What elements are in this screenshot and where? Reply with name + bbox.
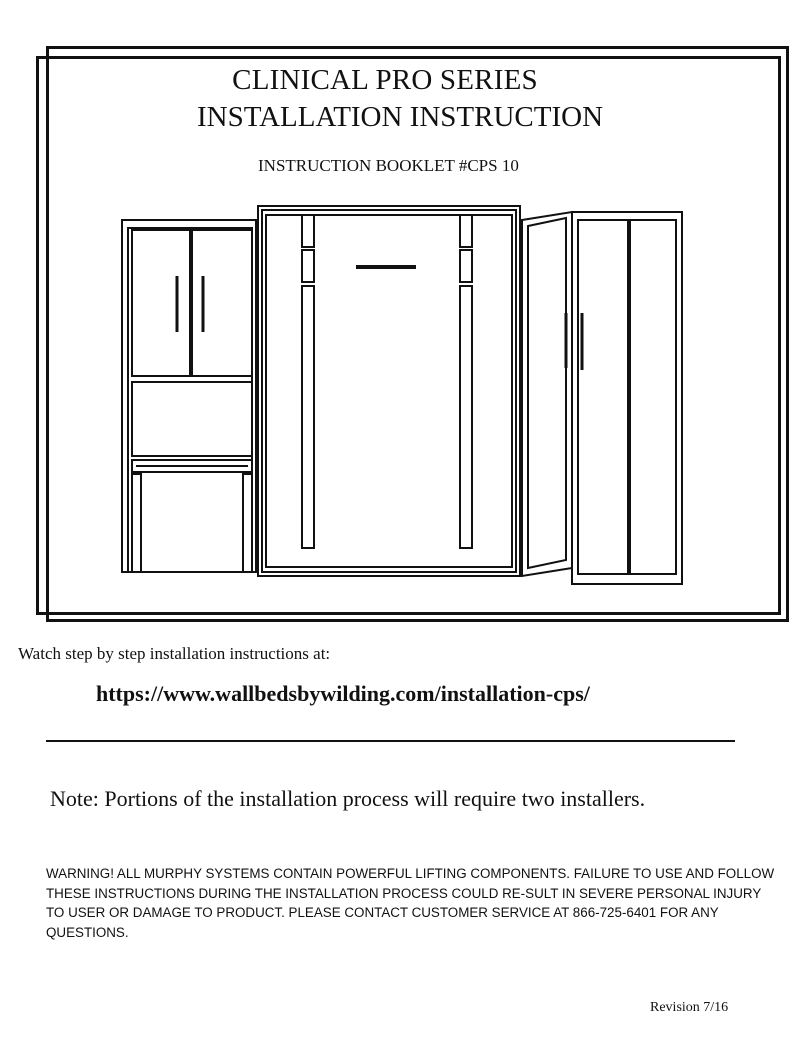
revision-label: Revision 7/16	[650, 1000, 729, 1015]
document-title: INSTALLATION INSTRUCTION	[196, 101, 604, 133]
installers-note: Note: Portions of the installation process will require two installers.	[50, 786, 646, 811]
right-cabinet-drawing	[522, 212, 682, 584]
video-instructions-link[interactable]: https://www.wallbedsbywilding.com/installation-cps/	[96, 681, 590, 706]
divider	[46, 740, 735, 742]
booklet-number: INSTRUCTION BOOKLET #CPS 10	[258, 156, 519, 175]
left-cabinet-drawing	[122, 220, 256, 572]
series-title: CLINICAL PRO SERIES	[232, 64, 538, 96]
safety-warning: WARNING! ALL MURPHY SYSTEMS CONTAIN POWERFUL LIFTING COMPONENTS. FAILURE TO USE AND FOLLOW THESE INSTRUCTIONS DURING THE INSTALLATION PROCESS COULD RE-SULT IN SEVERE PERSONAL INJURY TO USER OR DAMAGE TO PRODUCT. PLEASE CONTACT CUSTOMER SERVICE AT 866-725-6401 FOR ANY QUESTIONS.	[46, 866, 775, 940]
murphy-bed-cabinet-illustration	[110, 198, 690, 590]
video-instructions-prompt: Watch step by step installation instructions at:	[18, 644, 331, 663]
wall-bed-drawing	[258, 206, 520, 576]
